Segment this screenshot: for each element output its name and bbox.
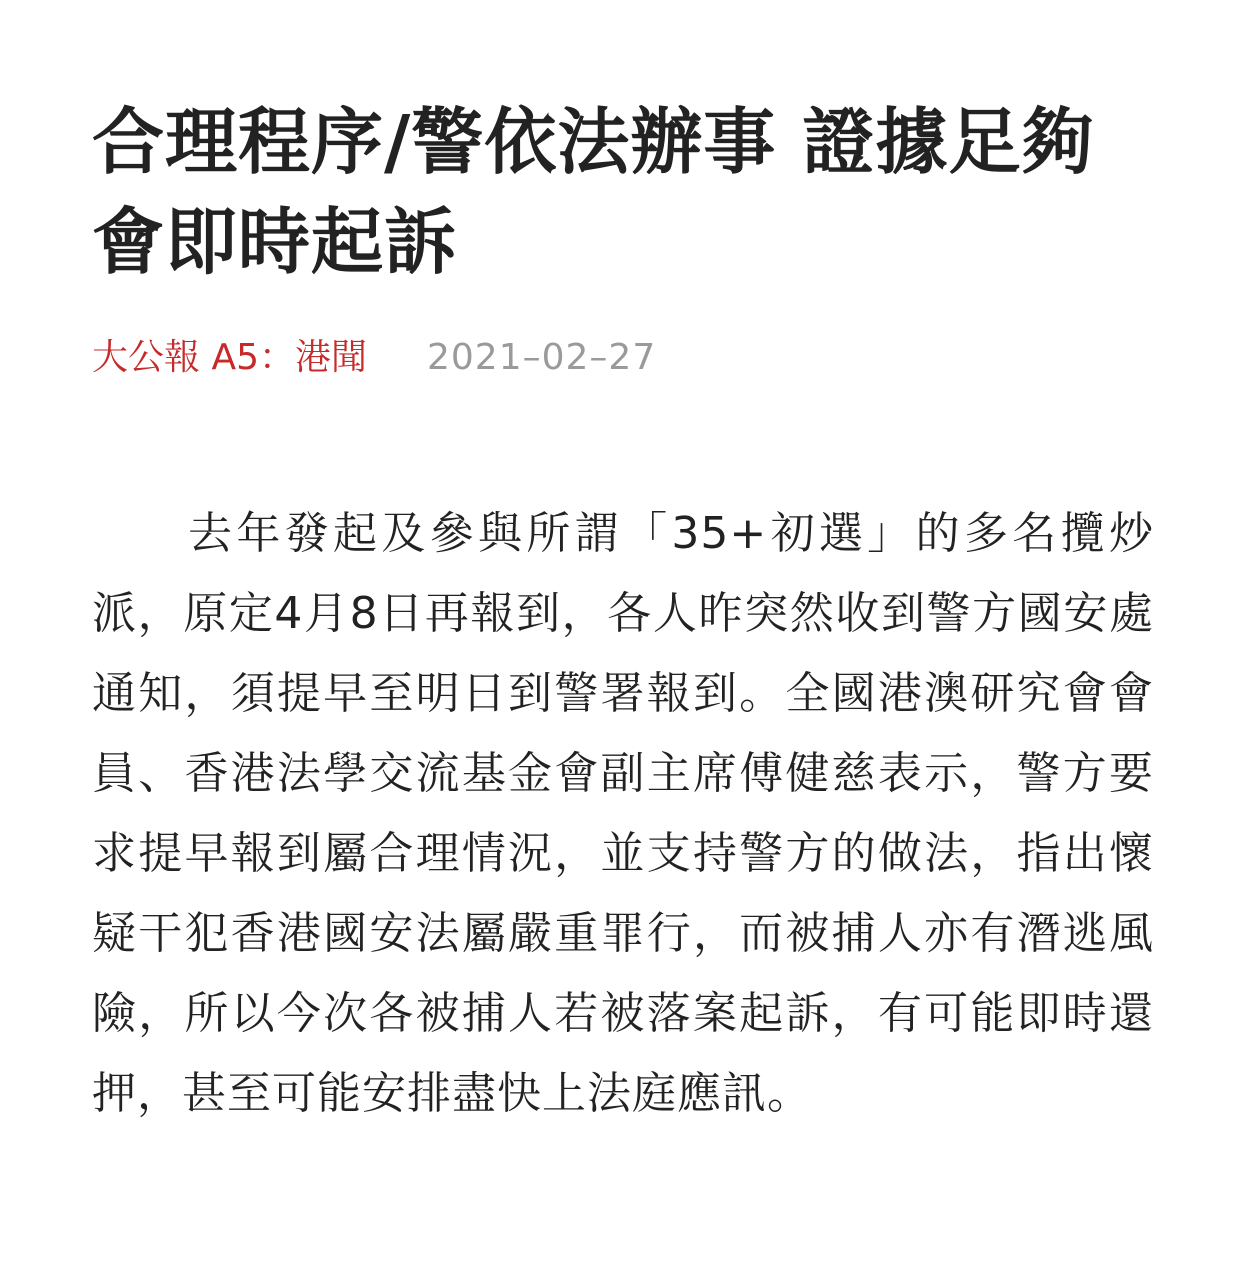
article-source[interactable]: 大公報 A5：港聞: [92, 337, 367, 378]
article: [92, 92, 1154, 1134]
article-body: 去年發起及參與所謂「35+初選」的多名攬炒派，原定4月8日再報到，各人昨突然收到警方國安處通知，須提早至明日到警署報到。全國港澳研究會會員、香港法學交流基金會副主席傅健慈表示，警方要求提早報到屬合理情況，並支持警方的做法，指出懷疑干犯香港國安法屬嚴重罪行，而被捕人亦有潛逃風險，所以今次各被捕人若被落案起訴，有可能即時還押，甚至可能安排盡快上法庭應訊。: [92, 508, 1154, 1119]
article-title: 合理程序/警依法辦事 證據足夠會即時起訴: [92, 100, 1095, 284]
article-date: 2021–02–27: [426, 337, 657, 378]
article-meta: [92, 338, 1154, 378]
